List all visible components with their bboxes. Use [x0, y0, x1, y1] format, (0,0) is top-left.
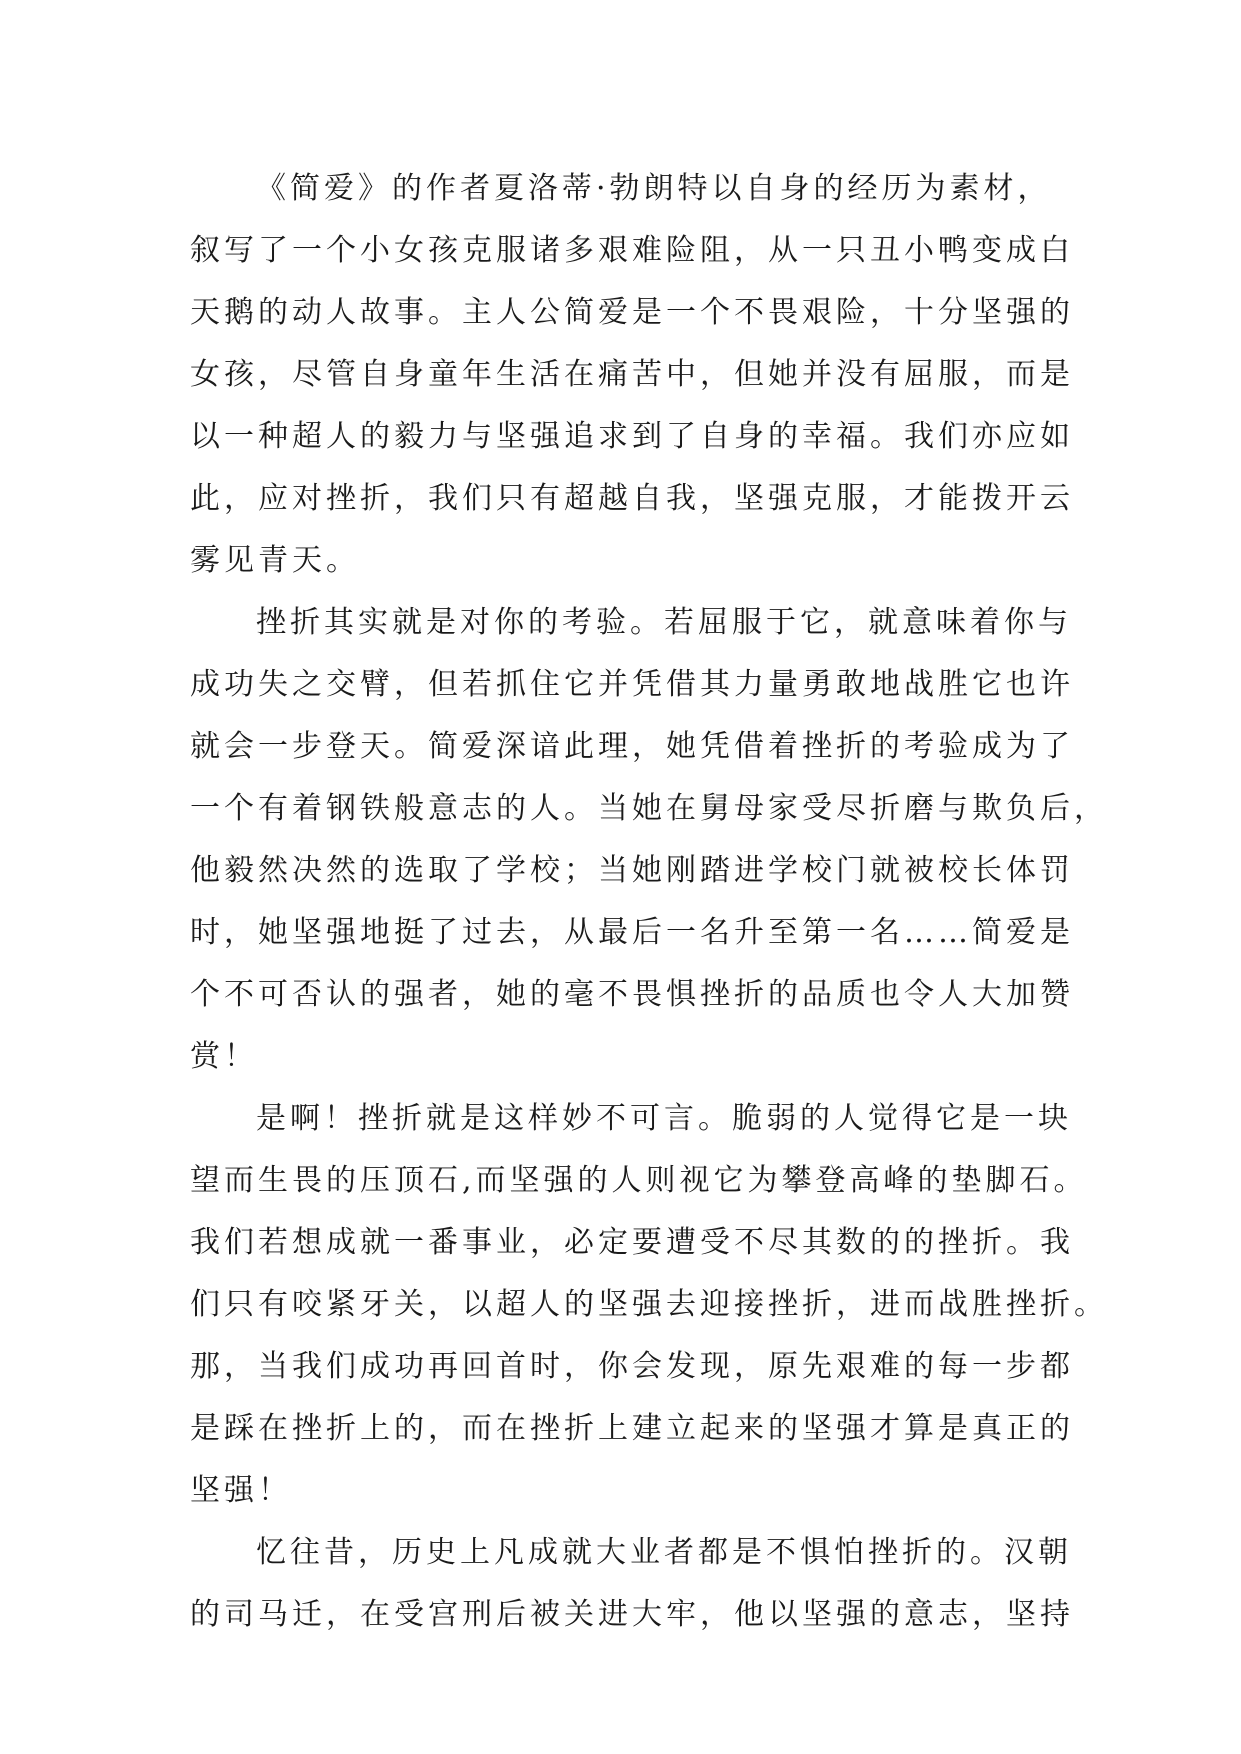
- paragraph-2: [190, 592, 1108, 1088]
- paragraph-line: 就会一步登天。简爱深谙此理，她凭借着挫折的考验成为了: [190, 729, 1074, 764]
- paragraph-line: 忆往昔，历史上凡成就大业者都是不惧怕挫折的。汉朝: [256, 1535, 1072, 1570]
- paragraph-line: 赏！: [190, 1039, 258, 1074]
- paragraph-1: [190, 158, 1074, 592]
- paragraph-4: [190, 1522, 1074, 1646]
- paragraph-line: 天鹅的动人故事。主人公简爱是一个不畏艰险，十分坚强的: [190, 295, 1074, 330]
- paragraph-line: 是啊！挫折就是这样妙不可言。脆弱的人觉得它是一块: [256, 1101, 1072, 1136]
- paragraph-line: 《简爱》的作者夏洛蒂·勃朗特以自身的经历为素材，: [256, 171, 1052, 206]
- paragraph-line: 他毅然决然的选取了学校；当她刚踏进学校门就被校长体罚: [190, 853, 1074, 888]
- essay-body: [190, 158, 1108, 1646]
- paragraph-line: 个不可否认的强者，她的毫不畏惧挫折的品质也令人大加赞: [190, 977, 1074, 1012]
- paragraph-line: 雾见青天。: [190, 543, 360, 578]
- paragraph-line: 我们若想成就一番事业，必定要遭受不尽其数的的挫折。我: [190, 1225, 1074, 1260]
- paragraph-line: 叙写了一个小女孩克服诸多艰难险阻，从一只丑小鸭变成白: [190, 233, 1074, 268]
- paragraph-line: 女孩，尽管自身童年生活在痛苦中，但她并没有屈服，而是: [190, 357, 1074, 392]
- paragraph-line: 成功失之交臂，但若抓住它并凭借其力量勇敢地战胜它也许: [190, 667, 1074, 702]
- paragraph-line: 坚强！: [190, 1473, 292, 1508]
- paragraph-line: 此，应对挫折，我们只有超越自我，坚强克服，才能拨开云: [190, 481, 1074, 516]
- paragraph-3: [190, 1088, 1108, 1522]
- paragraph-line: 以一种超人的毅力与坚强追求到了自身的幸福。我们亦应如: [190, 419, 1074, 454]
- paragraph-line: 那，当我们成功再回首时，你会发现，原先艰难的每一步都: [190, 1349, 1074, 1384]
- paragraph-line: 望而生畏的压顶石,而坚强的人则视它为攀登高峰的垫脚石。: [190, 1163, 1088, 1198]
- paragraph-line: 一个有着钢铁般意志的人。当她在舅母家受尽折磨与欺负后，: [190, 791, 1108, 826]
- paragraph-line: 们只有咬紧牙关，以超人的坚强去迎接挫折，进而战胜挫折。: [190, 1287, 1108, 1322]
- paragraph-line: 的司马迁，在受宫刑后被关进大牢，他以坚强的意志，坚持: [190, 1597, 1074, 1632]
- paragraph-line: 是踩在挫折上的，而在挫折上建立起来的坚强才算是真正的: [190, 1411, 1074, 1446]
- paragraph-line: 挫折其实就是对你的考验。若屈服于它，就意味着你与: [256, 605, 1072, 640]
- paragraph-line: 时，她坚强地挺了过去，从最后一名升至第一名……简爱是: [190, 915, 1074, 950]
